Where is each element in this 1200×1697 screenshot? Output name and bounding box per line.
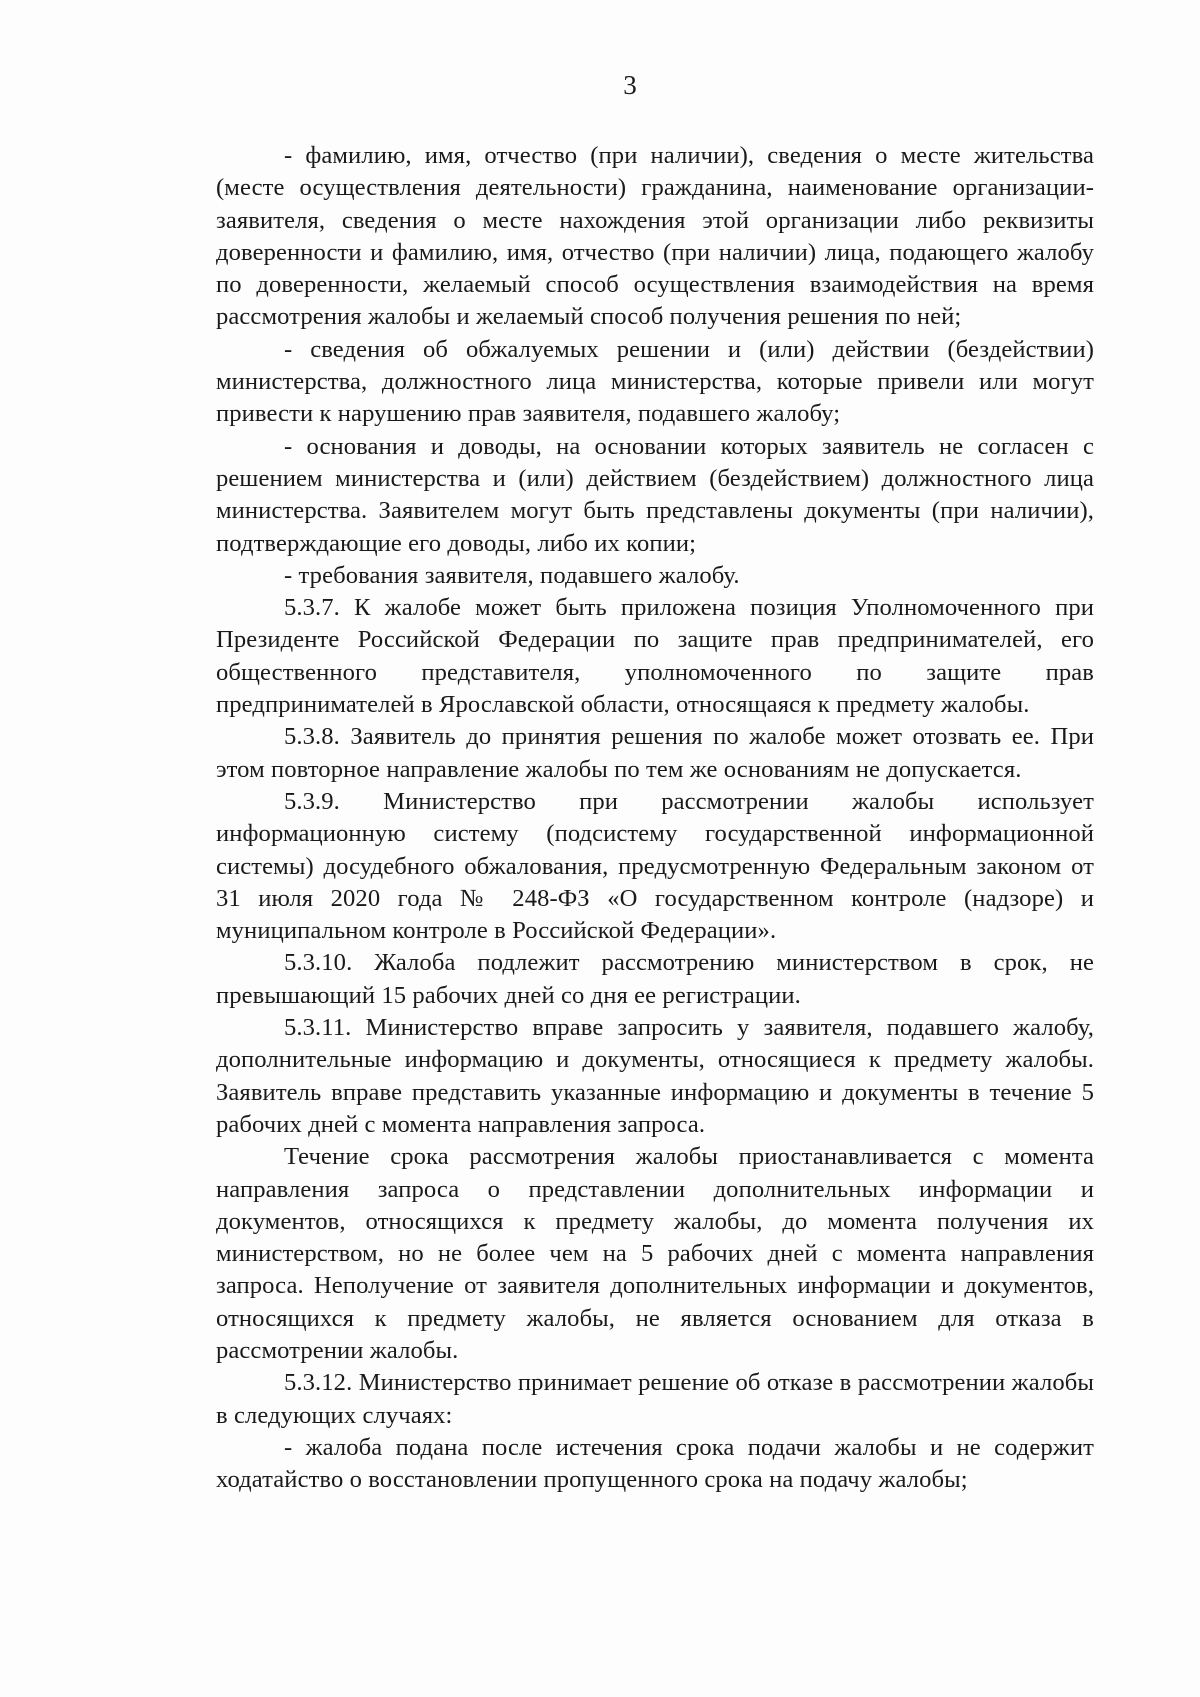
paragraph-5-3-10: 5.3.10. Жалоба подлежит рассмотрению министерством в срок, не превышающий 15 рабочих дней со дня ее регистрации. xyxy=(216,949,1094,1009)
paragraph-5-3-7: 5.3.7. К жалобе может быть приложена позиция Уполномоченного при Президенте Российской Федерации по защите прав предпринимателей, его общественного представителя, уполномоченного по защите прав предпринимателей в Ярославской области, относящаяся к предмету жалобы. xyxy=(216,594,1094,719)
paragraph-late-complaint: - жалоба подана после истечения срока подачи жалобы и не содержит ходатайство о восстановлении пропущенного срока на подачу жалобы; xyxy=(216,1433,1094,1494)
page-number: 3 xyxy=(623,70,637,100)
paragraph-5-3-9: 5.3.9. Министерство при рассмотрении жалобы использует информационную систему (подсистему государственной информационной системы) досудебного обжалования, предусмотренную Федеральным законом от 31 июля 2020 года № 248-ФЗ «О государственном контроле (надзоре) и муниципальном контроле в Российской Федерации». xyxy=(216,787,1094,945)
paragraph-applicant-demands: - требования заявителя, подавшего жалобу. xyxy=(284,561,740,589)
paragraph-applicant-details: - фамилию, имя, отчество (при наличии), сведения о месте жительства (месте осуществления деятельности) гражданина, наименование организации-заявителя, сведения о месте нахождения этой организации либо реквизиты доверенности и фамилию, имя, отчество (при наличии) лица, подающего жалобу по доверенности, желаемый способ осуществления взаимодействия на время рассмотрения жалобы и желаемый способ получения решения по ней; xyxy=(216,142,1094,331)
paragraph-5-3-12: 5.3.12. Министерство принимает решение об отказе в рассмотрении жалобы в следующих случаях: xyxy=(216,1369,1094,1429)
paragraph-grounds-arguments: - основания и доводы, на основании которых заявитель не согласен с решением министерства и (или) действием (бездействием) должностного лица министерства. Заявителем могут быть представлены документы (при наличии), подтверждающие его доводы, либо их копии; xyxy=(216,432,1094,557)
paragraph-5-3-8: 5.3.8. Заявитель до принятия решения по жалобе может отозвать ее. При этом повторное направление жалобы по тем же основаниям не допускается. xyxy=(216,723,1094,783)
document-body xyxy=(216,140,1094,1496)
paragraph-appealed-decision: - сведения об обжалуемых решении и (или) действии (бездействии) министерства, должностного лица министерства, которые привели или могут привести к нарушению прав заявителя, подавшего жалобу; xyxy=(216,335,1094,428)
paragraph-suspension-of-term: Течение срока рассмотрения жалобы приостанавливается с момента направления запроса о представлении дополнительных информации и документов, относящихся к предмету жалобы, до момента получения их министерством, но не более чем на 5 рабочих дней с момента направления запроса. Неполучение от заявителя дополнительных информации и документов, относящихся к предмету жалобы, не является основанием для отказа в рассмотрении жалобы. xyxy=(216,1143,1094,1364)
paragraph-5-3-11: 5.3.11. Министерство вправе запросить у заявителя, подавшего жалобу, дополнительные информацию и документы, относящиеся к предмету жалобы. Заявитель вправе представить указанные информацию и документы в течение 5 рабочих дней с момента направления запроса. xyxy=(216,1014,1094,1138)
